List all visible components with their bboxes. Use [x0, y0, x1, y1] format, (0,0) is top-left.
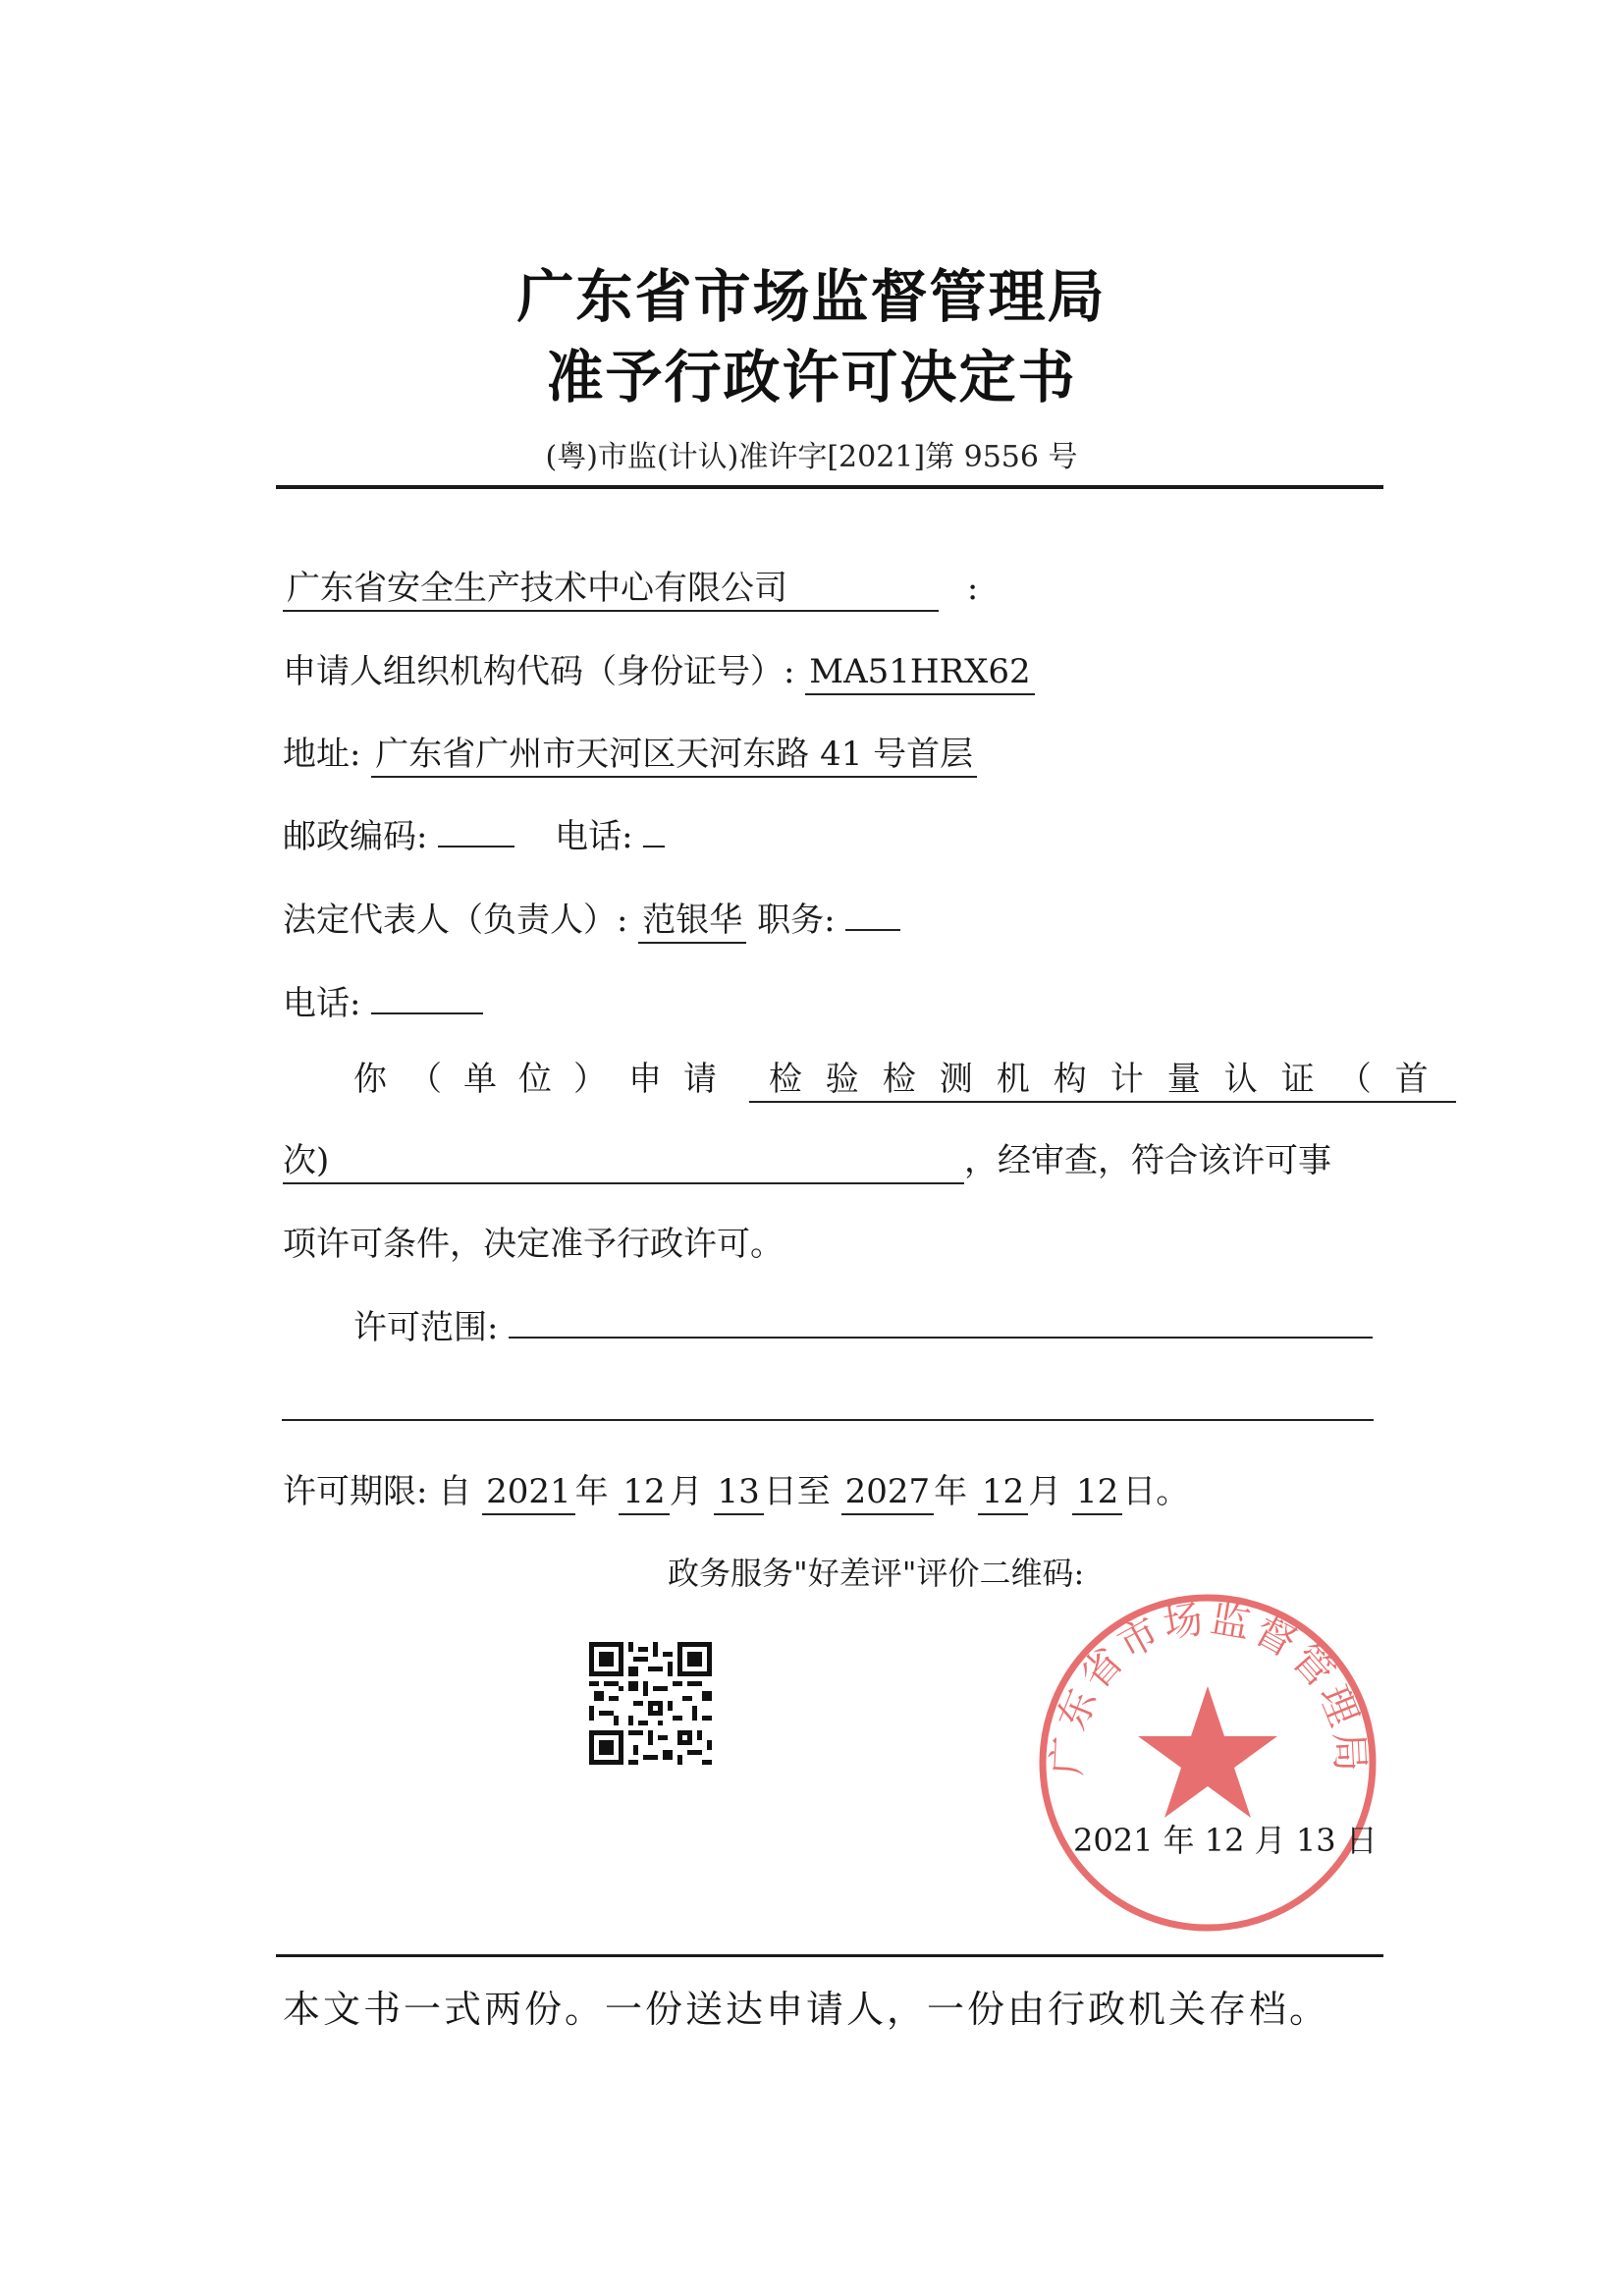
seal-text: 广东省市场监督管理局 — [1045, 1596, 1373, 1777]
period-label: 许可期限: 自 — [283, 1472, 472, 1511]
position-label: 职务: — [757, 901, 836, 940]
qr-caption: 政务服务"好差评"评价二维码: — [668, 1555, 1085, 1592]
applicant-line — [283, 565, 978, 612]
applicant-name: 广东省安全生产技术中心有限公司 — [283, 567, 939, 612]
scope-line — [353, 1304, 1373, 1351]
footer-note: 本文书一式两份。一份送达申请人，一份由行政机关存档。 — [283, 1988, 1330, 2031]
header-divider — [276, 485, 1383, 489]
org-code-value: MA51HRX62 — [805, 650, 1034, 695]
apply-suffix: ，经审查，符合该许可事 — [964, 1141, 1331, 1180]
year-char: 年 — [934, 1472, 968, 1511]
end-month: 12 — [978, 1470, 1028, 1515]
scope-blank — [509, 1337, 1373, 1339]
issue-date: 2021 年 12 月 13 日 — [1073, 1822, 1378, 1859]
title-line-2: 准予行政许可决定书 — [546, 344, 1077, 410]
phone2-blank — [371, 1012, 483, 1014]
address-value: 广东省广州市天河区天河东路 41 号首层 — [371, 733, 977, 778]
end-day: 12 — [1072, 1470, 1122, 1515]
legal-rep-value: 范银华 — [638, 899, 746, 944]
seal-star-icon — [1138, 1686, 1277, 1818]
legal-rep-line — [283, 897, 900, 944]
month-char: 月 — [1028, 1472, 1062, 1511]
permit-period-line — [283, 1468, 1189, 1515]
org-code-line — [283, 648, 1035, 695]
phone-blank — [643, 846, 665, 847]
phone2-line — [283, 980, 483, 1027]
position-blank — [845, 929, 900, 931]
postal-phone-line — [283, 813, 665, 860]
period-end: 日。 — [1122, 1472, 1190, 1511]
legal-rep-label: 法定代表人（负责人）: — [283, 901, 628, 940]
apply-item-part2: 次) — [283, 1139, 964, 1184]
apply-item-part1: 检验检测机构计量认证（首 — [749, 1058, 1456, 1103]
scope-blank-line-2 — [282, 1419, 1374, 1421]
address-label: 地址: — [283, 735, 361, 774]
postal-blank — [438, 846, 514, 847]
official-seal — [1031, 1576, 1384, 1940]
postal-label: 邮政编码: — [283, 817, 428, 856]
application-line-3: 项许可条件，决定准予行政许可。 — [283, 1225, 784, 1264]
end-year: 2027 — [841, 1470, 935, 1515]
org-code-label: 申请人组织机构代码（身份证号）: — [283, 652, 795, 691]
start-year: 2021 — [482, 1470, 575, 1515]
footer-divider — [276, 1954, 1383, 1957]
document-number: (粤)市监(计认)准许字[2021]第 9556 号 — [545, 440, 1078, 474]
applicant-colon: : — [966, 569, 979, 608]
start-month: 12 — [619, 1470, 669, 1515]
scope-label: 许可范围: — [353, 1308, 499, 1347]
title-line-1: 广东省市场监督管理局 — [516, 263, 1107, 330]
phone-label: 电话: — [555, 817, 633, 856]
qr-code[interactable] — [589, 1642, 712, 1765]
phone2-label: 电话: — [283, 984, 361, 1023]
year-char: 年 — [574, 1472, 609, 1511]
application-line-1 — [353, 1056, 1456, 1103]
apply-prefix: 你（单位）申请 — [353, 1060, 738, 1099]
application-line-2 — [283, 1137, 1331, 1184]
start-day: 13 — [714, 1470, 764, 1515]
to-text: 日至 — [763, 1472, 831, 1511]
address-line — [283, 731, 977, 778]
month-char: 月 — [669, 1472, 703, 1511]
